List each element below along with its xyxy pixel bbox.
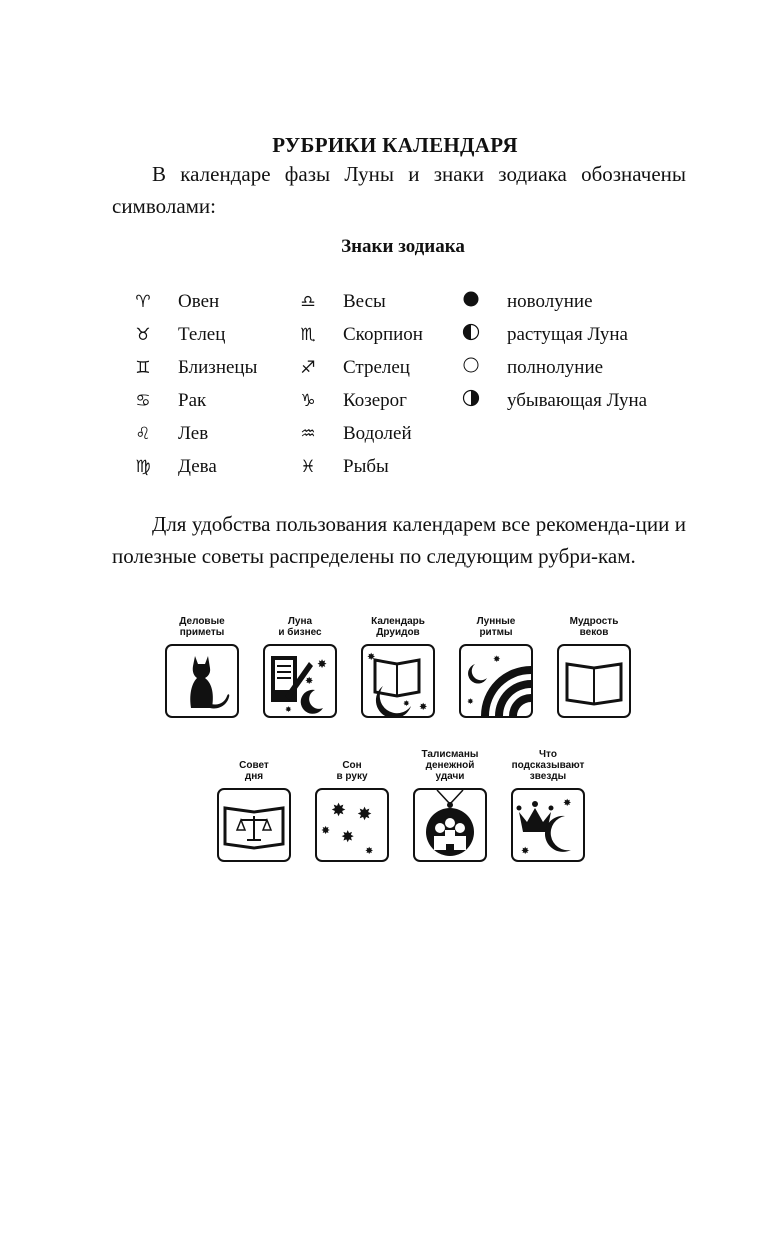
rubric-moon-business: [263, 608, 337, 718]
svg-text:✸: ✸: [367, 652, 376, 663]
zodiac-label: Рак: [178, 389, 207, 411]
scorpio-icon: ♏: [300, 324, 316, 345]
pisces-icon: ♓: [300, 456, 316, 477]
moon-business-icon: [263, 644, 337, 718]
zodiac-label: Козерог: [343, 389, 407, 411]
zodiac-row: [128, 450, 257, 483]
taurus-icon: ♉: [135, 324, 151, 345]
rubric-what-stars-say: [511, 749, 585, 862]
moon-phases-column: [460, 285, 647, 417]
zodiac-label: Водолей: [343, 422, 412, 444]
zodiac-row: [128, 384, 257, 417]
moon-phase-label: полнолуние: [507, 356, 604, 378]
zodiac-label: Скорпион: [343, 323, 423, 345]
zodiac-label: Рыбы: [343, 455, 389, 477]
zodiac-column-2: [293, 285, 423, 483]
zodiac-label: Дева: [178, 455, 217, 477]
svg-text:✸: ✸: [285, 705, 292, 714]
svg-text:✸: ✸: [493, 655, 501, 665]
capricorn-icon: ♑: [300, 390, 316, 411]
rubrics-intro-paragraph: Для удобства пользования календарем все рекоменда-ции и полезные советы распределены по следующим рубри-кам.: [112, 512, 686, 568]
rubric-label: Календарь Друидов: [371, 616, 425, 638]
moon-phase-row: [460, 384, 647, 417]
svg-text:✸: ✸: [563, 798, 572, 809]
rubric-label: Сон в руку: [336, 760, 368, 782]
waxing-moon-icon: [460, 323, 482, 346]
moon-phase-row: [460, 351, 647, 384]
svg-text:✸: ✸: [467, 697, 474, 706]
rubric-lunar-rhythms: [459, 608, 533, 718]
cat-icon: [165, 644, 239, 718]
rubric-business-omens: [165, 608, 239, 718]
moon-phase-label: растущая Луна: [507, 323, 628, 345]
zodiac-row: [128, 285, 257, 318]
sagittarius-icon: ♐: [300, 357, 316, 378]
moon-phase-row: [460, 285, 647, 318]
svg-text:✸: ✸: [305, 676, 314, 687]
zodiac-row: [128, 318, 257, 351]
stars-icon: [315, 788, 389, 862]
svg-text:✸: ✸: [317, 657, 328, 671]
zodiac-row: [128, 351, 257, 384]
zodiac-label: Стрелец: [343, 356, 410, 378]
zodiac-label: Телец: [178, 323, 226, 345]
full-moon-icon: [460, 356, 482, 379]
scales-book-icon: [217, 788, 291, 862]
rubric-label: Мудрость веков: [569, 616, 619, 638]
leo-icon: ♌: [135, 423, 151, 444]
gemini-icon: ♊: [135, 357, 151, 378]
rubric-druid-calendar: [361, 608, 435, 718]
rubric-label: Что подсказывают звезды: [511, 749, 585, 782]
zodiac-subtitle: Знаки зодиака: [341, 236, 465, 257]
open-book-icon: [557, 644, 631, 718]
moon-phase-row: [460, 318, 647, 351]
zodiac-row: [293, 384, 423, 417]
svg-text:✸: ✸: [321, 824, 331, 837]
aries-icon: ♈: [135, 291, 151, 312]
virgo-icon: ♍: [135, 456, 151, 477]
svg-text:✸: ✸: [365, 846, 374, 857]
lunar-rhythms-icon: [459, 644, 533, 718]
zodiac-row: [128, 417, 257, 450]
rubric-money-talismans: [413, 749, 487, 862]
rubric-advice-of-day: [217, 752, 291, 862]
svg-text:✸: ✸: [419, 702, 428, 713]
rubric-label: Лунные ритмы: [476, 616, 516, 638]
svg-text:✸: ✸: [403, 699, 410, 708]
zodiac-row: [293, 417, 423, 450]
druid-calendar-icon: [361, 644, 435, 718]
rubric-label: Талисманы денежной удачи: [421, 749, 479, 782]
moon-phase-label: новолуние: [507, 290, 593, 312]
svg-text:✸: ✸: [331, 800, 347, 821]
moon-phase-label: убывающая Луна: [507, 389, 648, 411]
svg-text:✸: ✸: [341, 827, 355, 846]
zodiac-row: [293, 351, 423, 384]
svg-text:✸: ✸: [521, 846, 530, 857]
aquarius-icon: ♒: [300, 423, 316, 444]
rubric-wisdom-of-ages: [557, 608, 631, 718]
libra-icon: ♎: [300, 291, 316, 312]
rubric-label: Луна и бизнес: [278, 616, 322, 638]
zodiac-row: [293, 285, 423, 318]
zodiac-label: Овен: [178, 290, 220, 312]
rubric-label: Деловые приметы: [179, 616, 225, 638]
zodiac-column-1: [128, 285, 257, 483]
zodiac-label: Весы: [343, 290, 386, 312]
rubric-label: Совет дня: [239, 760, 269, 782]
zodiac-label: Близнецы: [178, 356, 258, 378]
rubric-prophetic-dream: [315, 752, 389, 862]
svg-text:✸: ✸: [357, 804, 373, 825]
crown-moon-icon: [511, 788, 585, 862]
zodiac-row: [293, 450, 423, 483]
intro-paragraph: В календаре фазы Луны и знаки зодиака обозначены символами:: [112, 162, 686, 218]
cancer-icon: ♋: [135, 390, 151, 411]
waning-moon-icon: [460, 389, 482, 412]
new-moon-icon: [460, 290, 482, 313]
page-title: РУБРИКИ КАЛЕНДАРЯ: [272, 133, 518, 157]
zodiac-row: [293, 318, 423, 351]
zodiac-label: Лев: [178, 422, 209, 444]
talisman-icon: [413, 788, 487, 862]
